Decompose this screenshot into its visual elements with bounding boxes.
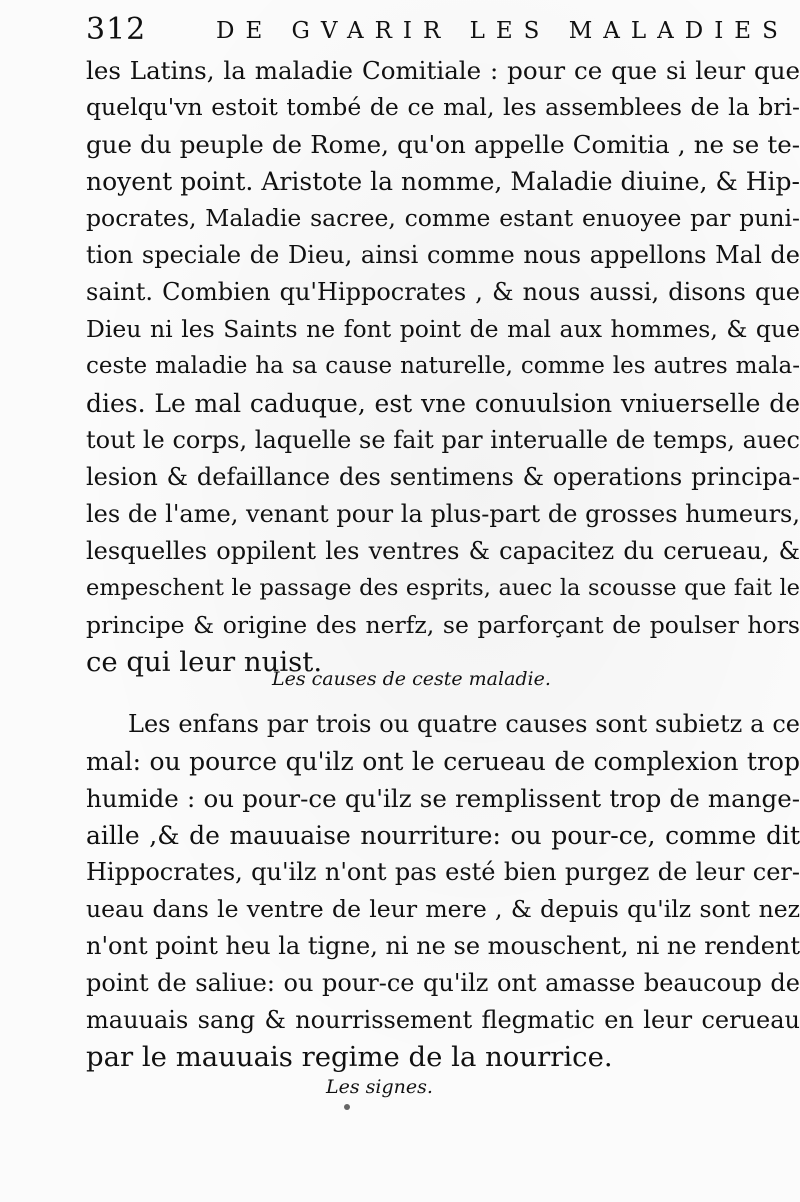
section-subheading: Les causes de ceste maladie.: [272, 668, 551, 690]
text-line: les de l'ame, venant pour la plus-part de grosses humeurs,: [86, 500, 800, 528]
text-line: tion speciale de Dieu, ainsi comme nous appellons Mal de: [86, 241, 800, 269]
text-line: tout le corps, laquelle se fait par interualle de temps, auec: [86, 426, 800, 454]
text-line: dies. Le mal caduque, est vne conuulsion vniuerselle de: [86, 389, 800, 418]
text-line: mal: ou pource qu'ilz ont le cerueau de complexion trop: [86, 747, 800, 776]
section-subheading: Les signes.: [326, 1076, 433, 1098]
running-title: DE GVARIR LES MALADIES: [216, 18, 789, 44]
text-line: principe & origine des nerfz, se parforçant de poulser hors: [86, 611, 800, 639]
ornament-dot: [344, 1104, 350, 1110]
text-line: lesquelles oppilent les ventres & capacitez du cerueau, &: [86, 537, 800, 565]
text-line: les Latins, la maladie Comitiale : pour ce que si leur que: [86, 56, 800, 85]
text-line: ceste maladie ha sa cause naturelle, comme les autres mala-: [86, 353, 800, 379]
text-line: lesion & defaillance des sentimens & operations principa-: [86, 463, 800, 491]
text-line: noyent point. Aristote la nomme, Maladie diuine, & Hip-: [86, 167, 800, 196]
text-line: gue du peuple de Rome, qu'on appelle Comitia , ne se te-: [86, 130, 800, 159]
text-line: humide : ou pour-ce qu'ilz se remplissent trop de mange-: [86, 784, 800, 813]
text-line: ueau dans le ventre de leur mere , & depuis qu'ilz sont nez: [86, 895, 800, 923]
page-header: [86, 12, 800, 54]
text-line: n'ont point heu la tigne, ni ne se mouschent, ni ne rendent: [86, 932, 800, 960]
text-line: Les enfans par trois ou quatre causes sont subietz a ce: [128, 710, 800, 738]
text-line: aille ,& de mauuaise nourriture: ou pour-ce, comme dit: [86, 821, 800, 850]
text-line: saint. Combien qu'Hippocrates , & nous aussi, disons que: [86, 278, 800, 306]
text-line: ce qui leur nuist.: [86, 646, 323, 678]
text-line: Hippocrates, qu'ilz n'ont pas esté bien purgez de leur cer-: [86, 858, 800, 886]
text-line: par le mauuais regime de la nourrice.: [86, 1041, 613, 1073]
text-line: mauuais sang & nourrissement flegmatic en leur cerueau: [86, 1006, 800, 1034]
text-line: quelqu'vn estoit tombé de ce mal, les assemblees de la bri-: [86, 93, 800, 121]
page-number: 312: [86, 12, 147, 47]
text-line: Dieu ni les Saints ne font point de mal aux hommes, & que: [86, 315, 800, 343]
text-line: empeschent le passage des esprits, auec la scousse que fait le: [86, 575, 800, 601]
text-line: pocrates, Maladie sacree, comme estant enuoyee par puni-: [86, 204, 800, 232]
text-line: point de saliue: ou pour-ce qu'ilz ont amasse beaucoup de: [86, 969, 800, 997]
